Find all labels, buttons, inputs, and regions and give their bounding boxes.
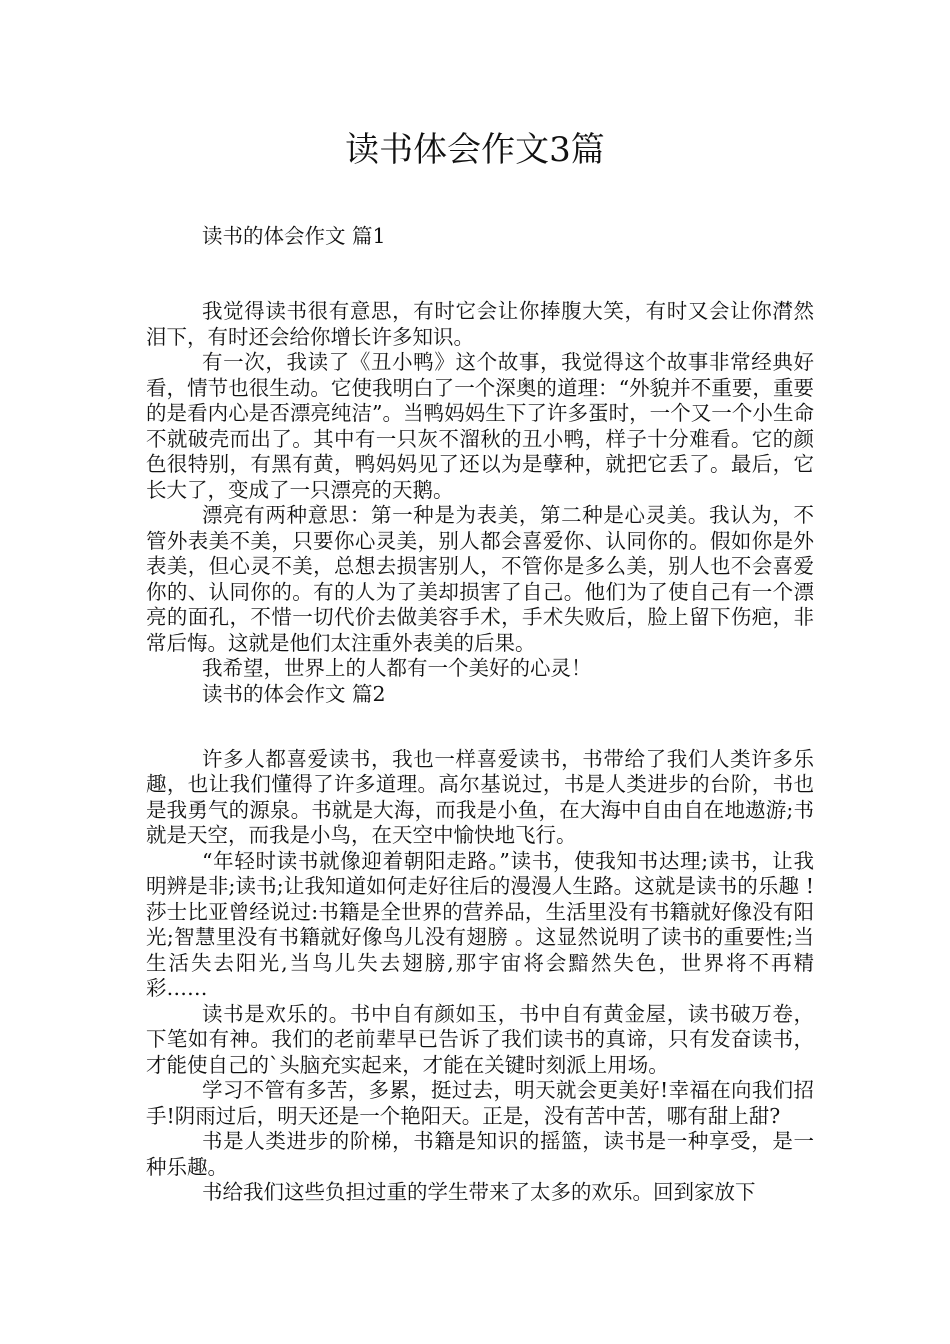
- spacer: [146, 733, 814, 747]
- spacer: [146, 707, 814, 733]
- paragraph: 许多人都喜爱读书，我也一样喜爱读书，书带给了我们人类许多乐趣，也让我们懂得了许多道理。高尔基说过，书是人类进步的台阶，书也是我勇气的源泉。书就是大海，而我是小鱼，在大海中自由自在地遨游;书就是天空，而我是小鸟，在天空中愉快地飞行。: [146, 746, 814, 847]
- paragraph: “年轻时读书就像迎着朝阳走路。”读书，使我知书达理;读书，让我明辨是非;读书;让我知道如何走好往后的漫漫人生路。这就是读书的乐趣 !莎士比亚曾经说过:书籍是全世界的营养品，生活里没有书籍就好像没有阳光;智慧里没有书籍就好像鸟儿没有翅膀 。这显然说明了读书的重要性;当生活失去阳光,当鸟儿失去翅膀,那宇宙将会黯然失色，世界将不再精彩……: [146, 848, 814, 1000]
- document-body: [146, 224, 814, 1206]
- paragraph: 学习不管有多苦，多累，挺过去，明天就会更美好!幸福在向我们招手!阴雨过后，明天还是一个艳阳天。正是，没有苦中苦，哪有甜上甜?: [146, 1078, 814, 1128]
- spacer: [146, 275, 814, 299]
- document-title: 读书体会作文3篇: [345, 130, 605, 170]
- spacer: [146, 250, 814, 276]
- paragraph: 书给我们这些负担过重的学生带来了太多的欢乐。回到家放下: [202, 1180, 756, 1204]
- paragraph: 有一次，我读了《丑小鸭》这个故事，我觉得这个故事非常经典好看，情节也很生动。它使我明白了一个深奥的道理：“外貌并不重要，重要的是看内心是否漂亮纯洁”。当鸭妈妈生下了许多蛋时，一个又一个小生命不就破壳而出了。其中有一只灰不溜秋的丑小鸭，样子十分难看。它的颜色很特别，有黑有黄，鸭妈妈见了还以为是孽种，就把它丢了。最后，它长大了，变成了一只漂亮的天鹅。: [146, 350, 814, 502]
- paragraph: 我觉得读书很有意思，有时它会让你捧腹大笑，有时又会让你潸然泪下，有时还会给你增长许多知识。: [146, 299, 814, 349]
- paragraph: 我希望，世界上的人都有一个美好的心灵！: [202, 656, 592, 680]
- paragraph: 漂亮有两种意思：第一种是为表美，第二种是心灵美。我认为，不管外表美不美，只要你心灵美，别人都会喜爱你、认同你的。假如你是外表美，但心灵不美，总想去损害别人，不管你是多么美，别人也不会喜爱你的、认同你的。有的人为了美却损害了自己。他们为了使自己有一个漂亮的面孔，不惜一切代价去做美容手术，手术失败后，脸上留下伤疤，非常后悔。这就是他们太注重外表美的后果。: [146, 503, 814, 655]
- paragraph: 书是人类进步的阶梯，书籍是知识的摇篮，读书是一种享受，是一种乐趣。: [146, 1129, 814, 1179]
- paragraph: 读书是欢乐的。书中自有颜如玉，书中自有黄金屋，读书破万卷，下笔如有神。我们的老前辈早已告诉了我们读书的真谛，只有发奋读书，才能使自己的`头脑充实起来，才能在关键时刻派上用场。: [146, 1001, 814, 1077]
- section-heading: 读书的体会作文 篇1: [202, 224, 386, 248]
- section-heading: 读书的体会作文 篇2: [202, 681, 386, 706]
